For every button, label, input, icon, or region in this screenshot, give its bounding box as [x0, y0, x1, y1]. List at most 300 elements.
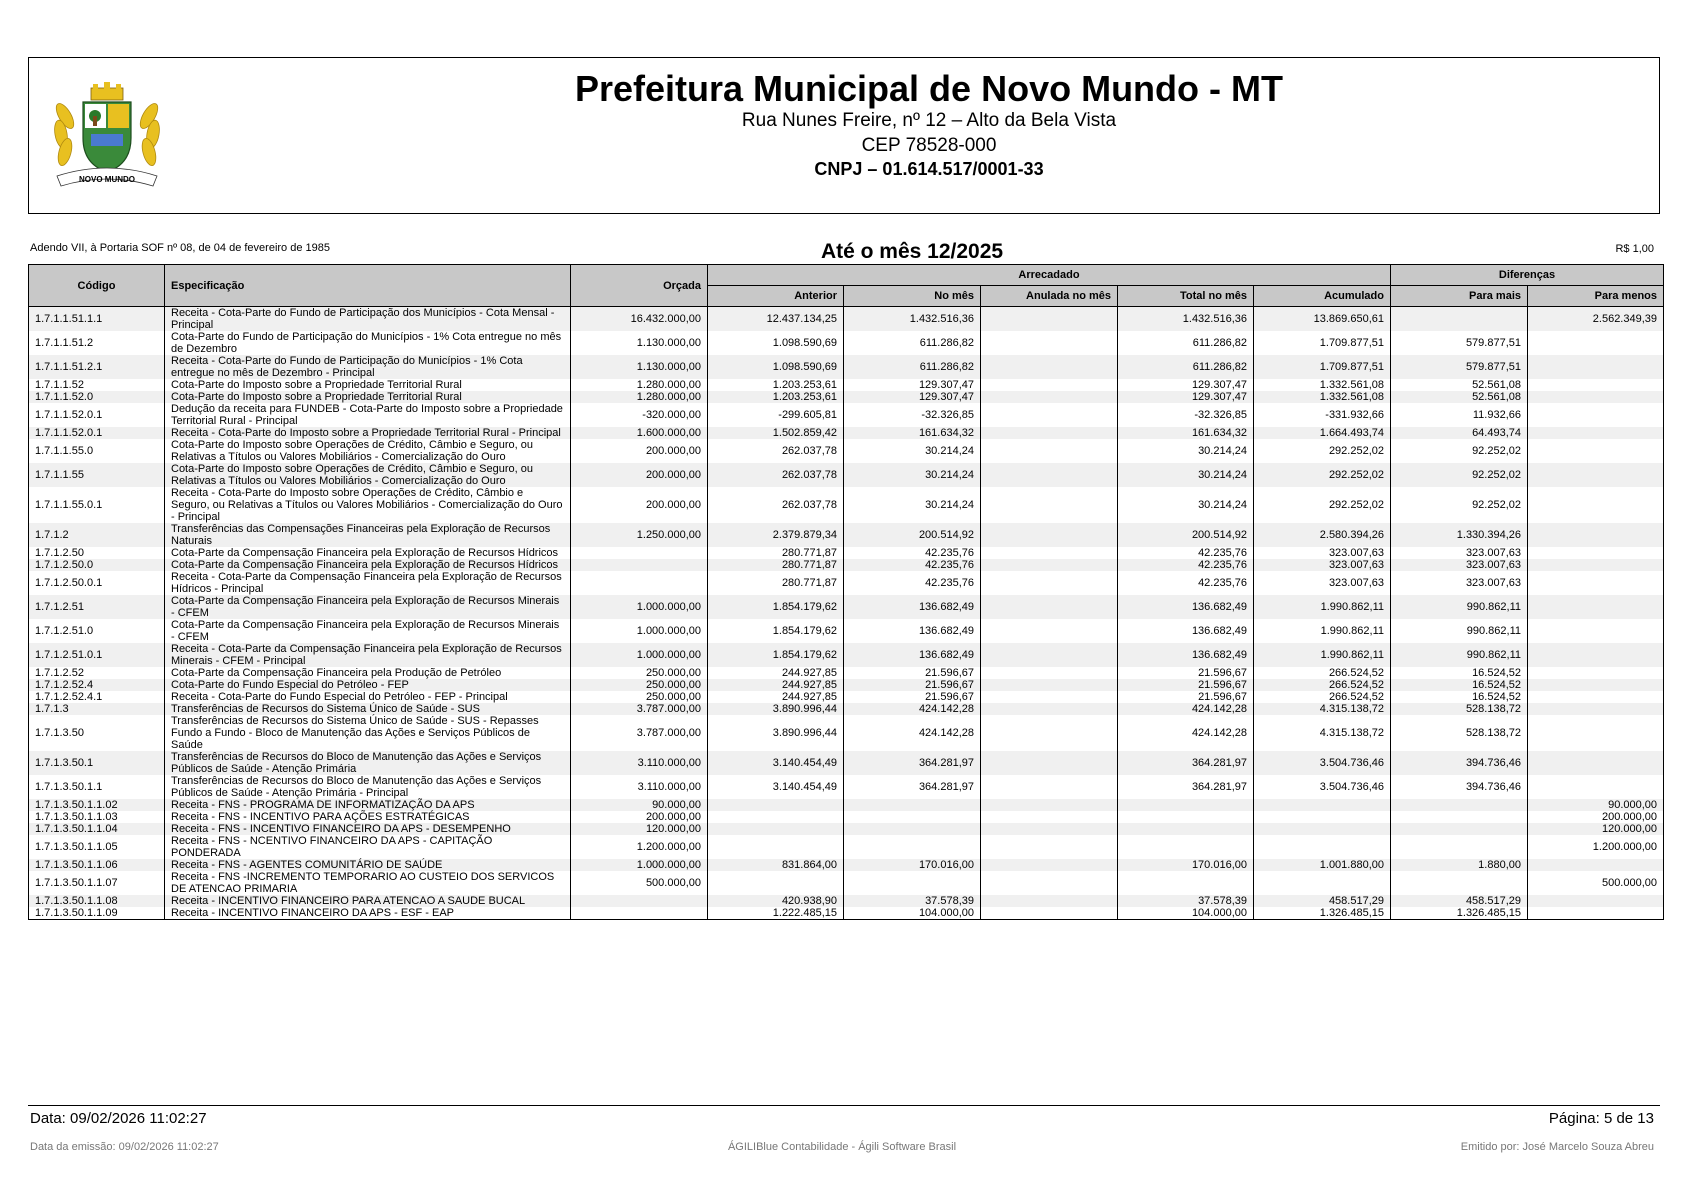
cell-no-mes: 424.142,28: [844, 703, 981, 715]
cell-anulada-no-mes: [981, 619, 1118, 643]
cell-no-mes: 611.286,82: [844, 331, 981, 355]
cell-anterior: 1.203.253,61: [708, 379, 844, 391]
cell-anterior: 262.037,78: [708, 463, 844, 487]
cell-para-mais: 64.493,74: [1391, 427, 1528, 439]
cell-para-menos: 120.000,00: [1528, 823, 1664, 835]
cell-total-no-mes: 129.307,47: [1118, 391, 1254, 403]
cell-especificacao: Cota-Parte da Compensação Financeira pela Produção de Petróleo: [165, 667, 571, 679]
cell-especificacao: Transferências das Compensações Financeiras pela Exploração de Recursos Naturais: [165, 523, 571, 547]
cell-orcada: 1.600.000,00: [571, 427, 708, 439]
table-row: [29, 811, 1664, 823]
table-row: [29, 331, 1664, 355]
cell-para-menos: [1528, 391, 1664, 403]
cell-orcada: 200.000,00: [571, 463, 708, 487]
cell-codigo: 1.7.1.1.52.0: [29, 391, 165, 403]
cell-orcada: 1.130.000,00: [571, 355, 708, 379]
cell-para-mais: 16.524,52: [1391, 691, 1528, 703]
cell-anterior: 244.927,85: [708, 667, 844, 679]
cell-total-no-mes: 364.281,97: [1118, 775, 1254, 799]
cell-para-menos: [1528, 775, 1664, 799]
cell-para-mais: 990.862,11: [1391, 619, 1528, 643]
cell-codigo: 1.7.1.3.50.1.1.07: [29, 871, 165, 895]
footer-date: Data: 09/02/2026 11:02:27: [30, 1110, 207, 1127]
cell-especificacao: Receita - Cota-Parte do Fundo de Participação do Municípios - 1% Cota entregue no mês de Dezembro - Principal: [165, 355, 571, 379]
cell-para-mais: 323.007,63: [1391, 559, 1528, 571]
cell-orcada: 16.432.000,00: [571, 307, 708, 332]
cell-total-no-mes: 42.235,76: [1118, 547, 1254, 559]
cell-para-mais: [1391, 307, 1528, 332]
cell-no-mes: 30.214,24: [844, 487, 981, 523]
cell-para-menos: [1528, 715, 1664, 751]
cell-codigo: 1.7.1.1.51.2.1: [29, 355, 165, 379]
cell-anulada-no-mes: [981, 595, 1118, 619]
cell-total-no-mes: 129.307,47: [1118, 379, 1254, 391]
header-no-mes: No mês: [844, 286, 981, 307]
cell-especificacao: Receita - Cota-Parte da Compensação Financeira pela Exploração de Recursos Hídricos - Principal: [165, 571, 571, 595]
cell-total-no-mes: 42.235,76: [1118, 559, 1254, 571]
cell-acumulado: [1254, 823, 1391, 835]
cell-para-mais: 1.880,00: [1391, 859, 1528, 871]
cell-anulada-no-mes: [981, 907, 1118, 920]
cell-anterior: 831.864,00: [708, 859, 844, 871]
cell-acumulado: 4.315.138,72: [1254, 703, 1391, 715]
cell-codigo: 1.7.1.1.51.2: [29, 331, 165, 355]
cell-para-mais: 323.007,63: [1391, 547, 1528, 559]
cell-especificacao: Cota-Parte da Compensação Financeira pela Exploração de Recursos Hídricos: [165, 559, 571, 571]
cell-no-mes: 200.514,92: [844, 523, 981, 547]
cell-orcada: 200.000,00: [571, 487, 708, 523]
cell-no-mes: -32.326,85: [844, 403, 981, 427]
table-row: [29, 307, 1664, 332]
cell-total-no-mes: [1118, 835, 1254, 859]
cell-total-no-mes: 37.578,39: [1118, 895, 1254, 907]
cell-anterior: -299.605,81: [708, 403, 844, 427]
cell-no-mes: 37.578,39: [844, 895, 981, 907]
cell-no-mes: 42.235,76: [844, 571, 981, 595]
cell-acumulado: 292.252,02: [1254, 439, 1391, 463]
cell-especificacao: Receita - FNS -INCREMENTO TEMPORARIO AO CUSTEIO DOS SERVICOS DE ATENCAO PRIMARIA: [165, 871, 571, 895]
cell-especificacao: Cota-Parte do Imposto sobre Operações de Crédito, Câmbio e Seguro, ou Relativas a Títulos ou Valores Mobiliários - Comercialização do Ouro: [165, 439, 571, 463]
cell-anulada-no-mes: [981, 427, 1118, 439]
cell-no-mes: 21.596,67: [844, 691, 981, 703]
cell-especificacao: Receita - INCENTIVO FINANCEIRO DA APS - ESF - EAP: [165, 907, 571, 920]
cell-para-menos: [1528, 547, 1664, 559]
cell-anulada-no-mes: [981, 355, 1118, 379]
cell-para-mais: 92.252,02: [1391, 487, 1528, 523]
cell-anulada-no-mes: [981, 691, 1118, 703]
cell-para-mais: 990.862,11: [1391, 643, 1528, 667]
cell-codigo: 1.7.1.3.50.1: [29, 751, 165, 775]
cell-para-menos: [1528, 703, 1664, 715]
cell-para-menos: [1528, 463, 1664, 487]
cell-para-menos: [1528, 751, 1664, 775]
cell-total-no-mes: [1118, 811, 1254, 823]
cell-total-no-mes: 42.235,76: [1118, 571, 1254, 595]
cell-total-no-mes: 30.214,24: [1118, 463, 1254, 487]
cell-orcada: 1.000.000,00: [571, 595, 708, 619]
cell-codigo: 1.7.1.2.50: [29, 547, 165, 559]
cell-anterior: 2.379.879,34: [708, 523, 844, 547]
cell-anulada-no-mes: [981, 559, 1118, 571]
cell-codigo: 1.7.1.2.51: [29, 595, 165, 619]
cell-para-mais: [1391, 835, 1528, 859]
cell-orcada: 1.000.000,00: [571, 859, 708, 871]
cell-codigo: 1.7.1.2.50.0.1: [29, 571, 165, 595]
cell-para-menos: [1528, 403, 1664, 427]
cell-para-menos: [1528, 439, 1664, 463]
cell-acumulado: 323.007,63: [1254, 559, 1391, 571]
cell-anterior: [708, 835, 844, 859]
cell-especificacao: Cota-Parte da Compensação Financeira pela Exploração de Recursos Minerais - CFEM: [165, 619, 571, 643]
cell-anulada-no-mes: [981, 307, 1118, 332]
cell-orcada: 1.000.000,00: [571, 643, 708, 667]
cell-acumulado: 13.869.650,61: [1254, 307, 1391, 332]
cell-especificacao: Transferências de Recursos do Sistema Único de Saúde - SUS - Repasses Fundo a Fundo - Bloco de Manutenção das Ações e Serviços Públicos de Saúde: [165, 715, 571, 751]
cell-para-menos: [1528, 379, 1664, 391]
currency-unit: R$ 1,00: [1615, 243, 1654, 255]
cell-para-mais: 1.330.394,26: [1391, 523, 1528, 547]
cell-anterior: 1.222.485,15: [708, 907, 844, 920]
header-arrecadado: Arrecadado: [708, 265, 1391, 286]
cell-anterior: 262.037,78: [708, 487, 844, 523]
page-number: Página: 5 de 13: [1548, 1110, 1654, 1127]
cell-especificacao: Transferências de Recursos do Bloco de Manutenção das Ações e Serviços Públicos de Saúde - Atenção Primária: [165, 751, 571, 775]
cell-acumulado: 292.252,02: [1254, 463, 1391, 487]
cell-orcada: 90.000,00: [571, 799, 708, 811]
cell-acumulado: 266.524,52: [1254, 679, 1391, 691]
cell-para-menos: [1528, 667, 1664, 679]
cell-codigo: 1.7.1.3.50.1.1.06: [29, 859, 165, 871]
cell-para-menos: [1528, 691, 1664, 703]
cell-orcada: 3.110.000,00: [571, 751, 708, 775]
cell-acumulado: 3.504.736,46: [1254, 751, 1391, 775]
cell-especificacao: Transferências de Recursos do Bloco de Manutenção das Ações e Serviços Públicos de Saúde - Atenção Primária - Principal: [165, 775, 571, 799]
cell-total-no-mes: [1118, 871, 1254, 895]
organization-cep: CEP 78528-000: [861, 135, 997, 156]
cell-anulada-no-mes: [981, 667, 1118, 679]
cell-codigo: 1.7.1.1.51.1.1: [29, 307, 165, 332]
cell-acumulado: 266.524,52: [1254, 667, 1391, 679]
cell-anulada-no-mes: [981, 463, 1118, 487]
cell-codigo: 1.7.1.3.50.1.1.04: [29, 823, 165, 835]
cell-anulada-no-mes: [981, 379, 1118, 391]
cell-para-menos: [1528, 559, 1664, 571]
cell-especificacao: Receita - Cota-Parte do Fundo de Participação dos Municípios - Cota Mensal - Principal: [165, 307, 571, 332]
cell-no-mes: 424.142,28: [844, 715, 981, 751]
cell-para-mais: 323.007,63: [1391, 571, 1528, 595]
cell-anterior: 1.502.859,42: [708, 427, 844, 439]
cell-para-menos: [1528, 571, 1664, 595]
cell-no-mes: 30.214,24: [844, 439, 981, 463]
cell-para-mais: 528.138,72: [1391, 715, 1528, 751]
cell-no-mes: 21.596,67: [844, 679, 981, 691]
cell-total-no-mes: 200.514,92: [1118, 523, 1254, 547]
cell-orcada: 200.000,00: [571, 439, 708, 463]
header-total-no-mes: Total no mês: [1118, 286, 1254, 307]
table-row: [29, 775, 1664, 799]
table-row: [29, 799, 1664, 811]
cell-anulada-no-mes: [981, 331, 1118, 355]
table-row: [29, 439, 1664, 463]
cell-no-mes: 30.214,24: [844, 463, 981, 487]
cell-codigo: 1.7.1.3.50.1.1: [29, 775, 165, 799]
cell-total-no-mes: 136.682,49: [1118, 595, 1254, 619]
cell-anulada-no-mes: [981, 679, 1118, 691]
table-row: [29, 523, 1664, 547]
cell-especificacao: Receita - Cota-Parte do Imposto sobre Operações de Crédito, Câmbio e Seguro, ou Relativas a Títulos ou Valores Mobiliários - Comercialização do Ouro - Principal: [165, 487, 571, 523]
header-especificacao: Especificação: [165, 265, 571, 307]
cell-no-mes: [844, 811, 981, 823]
cell-anterior: 1.098.590,69: [708, 331, 844, 355]
table-row: [29, 379, 1664, 391]
cell-no-mes: 161.634,32: [844, 427, 981, 439]
cell-no-mes: 136.682,49: [844, 619, 981, 643]
cell-codigo: 1.7.1.2.52.4: [29, 679, 165, 691]
cell-orcada: 500.000,00: [571, 871, 708, 895]
cell-para-menos: [1528, 487, 1664, 523]
table-row: [29, 427, 1664, 439]
table-row: [29, 871, 1664, 895]
cell-orcada: [571, 895, 708, 907]
table-row: [29, 559, 1664, 571]
cell-para-mais: 579.877,51: [1391, 331, 1528, 355]
cell-orcada: 3.787.000,00: [571, 715, 708, 751]
cell-anterior: 262.037,78: [708, 439, 844, 463]
cell-para-mais: 528.138,72: [1391, 703, 1528, 715]
cell-orcada: 3.787.000,00: [571, 703, 708, 715]
cell-codigo: 1.7.1.1.52.0.1: [29, 427, 165, 439]
table-row: [29, 403, 1664, 427]
cell-anulada-no-mes: [981, 775, 1118, 799]
cell-anterior: 1.854.179,62: [708, 595, 844, 619]
cell-orcada: [571, 571, 708, 595]
table-row: [29, 907, 1664, 920]
table-row: [29, 895, 1664, 907]
cell-especificacao: Receita - Cota-Parte do Fundo Especial do Petróleo - FEP - Principal: [165, 691, 571, 703]
cell-especificacao: Cota-Parte do Imposto sobre Operações de Crédito, Câmbio e Seguro, ou Relativas a Títulos ou Valores Mobiliários - Comercialização do Ouro: [165, 463, 571, 487]
cell-especificacao: Dedução da receita para FUNDEB - Cota-Parte do Imposto sobre a Propriedade Territorial Rural - Principal: [165, 403, 571, 427]
cell-para-menos: [1528, 895, 1664, 907]
cell-no-mes: 104.000,00: [844, 907, 981, 920]
cell-para-menos: [1528, 619, 1664, 643]
cell-especificacao: Transferências de Recursos do Sistema Único de Saúde - SUS: [165, 703, 571, 715]
cell-para-mais: 579.877,51: [1391, 355, 1528, 379]
cell-orcada: 3.110.000,00: [571, 775, 708, 799]
cell-acumulado: 1.664.493,74: [1254, 427, 1391, 439]
cell-para-mais: 16.524,52: [1391, 667, 1528, 679]
cell-no-mes: 364.281,97: [844, 751, 981, 775]
cell-para-menos: 2.562.349,39: [1528, 307, 1664, 332]
header-para-mais: Para mais: [1391, 286, 1528, 307]
cell-orcada: [571, 547, 708, 559]
cell-total-no-mes: 611.286,82: [1118, 331, 1254, 355]
cell-no-mes: 42.235,76: [844, 559, 981, 571]
cell-para-mais: 92.252,02: [1391, 439, 1528, 463]
cell-anterior: 1.203.253,61: [708, 391, 844, 403]
cell-anulada-no-mes: [981, 715, 1118, 751]
cell-orcada: 250.000,00: [571, 691, 708, 703]
cell-total-no-mes: -32.326,85: [1118, 403, 1254, 427]
cell-anterior: 420.938,90: [708, 895, 844, 907]
cell-para-mais: 52.561,08: [1391, 379, 1528, 391]
cell-orcada: 120.000,00: [571, 823, 708, 835]
cell-anulada-no-mes: [981, 751, 1118, 775]
cell-anulada-no-mes: [981, 835, 1118, 859]
cell-orcada: [571, 559, 708, 571]
cell-no-mes: 136.682,49: [844, 643, 981, 667]
cell-anterior: 280.771,87: [708, 547, 844, 559]
table-row: [29, 391, 1664, 403]
table-row: [29, 751, 1664, 775]
cell-codigo: 1.7.1.3.50: [29, 715, 165, 751]
cell-anulada-no-mes: [981, 391, 1118, 403]
table-row: [29, 463, 1664, 487]
cell-para-menos: 500.000,00: [1528, 871, 1664, 895]
cell-no-mes: 136.682,49: [844, 595, 981, 619]
revenue-table: [28, 264, 1664, 920]
cell-acumulado: 2.580.394,26: [1254, 523, 1391, 547]
cell-no-mes: 1.432.516,36: [844, 307, 981, 332]
cell-anulada-no-mes: [981, 571, 1118, 595]
cell-acumulado: 458.517,29: [1254, 895, 1391, 907]
cell-acumulado: 323.007,63: [1254, 547, 1391, 559]
header-diferencas: Diferenças: [1391, 265, 1664, 286]
cell-acumulado: 1.332.561,08: [1254, 379, 1391, 391]
table-row: [29, 715, 1664, 751]
cell-para-menos: [1528, 907, 1664, 920]
table-row: [29, 643, 1664, 667]
cell-para-menos: [1528, 523, 1664, 547]
cell-acumulado: [1254, 871, 1391, 895]
cell-total-no-mes: 21.596,67: [1118, 679, 1254, 691]
cell-para-mais: [1391, 799, 1528, 811]
cell-orcada: 200.000,00: [571, 811, 708, 823]
cell-para-menos: 1.200.000,00: [1528, 835, 1664, 859]
cell-total-no-mes: 104.000,00: [1118, 907, 1254, 920]
organization-address: Rua Nunes Freire, nº 12 – Alto da Bela Vista: [741, 110, 1117, 131]
report-header: [28, 57, 1660, 214]
cell-no-mes: [844, 823, 981, 835]
cell-total-no-mes: 30.214,24: [1118, 439, 1254, 463]
cell-orcada: [571, 907, 708, 920]
cell-total-no-mes: 611.286,82: [1118, 355, 1254, 379]
header-codigo: Código: [29, 265, 165, 307]
cell-para-mais: [1391, 811, 1528, 823]
cell-orcada: 250.000,00: [571, 679, 708, 691]
cell-codigo: 1.7.1.2.51.0: [29, 619, 165, 643]
cell-anulada-no-mes: [981, 643, 1118, 667]
cell-especificacao: Cota-Parte do Fundo Especial do Petróleo - FEP: [165, 679, 571, 691]
cell-especificacao: Receita - FNS - PROGRAMA DE INFORMATIZAÇÃO DA APS: [165, 799, 571, 811]
cell-no-mes: [844, 871, 981, 895]
cell-para-menos: [1528, 355, 1664, 379]
cell-acumulado: 1.709.877,51: [1254, 331, 1391, 355]
legal-addendum: Adendo VII, à Portaria SOF nº 08, de 04 de fevereiro de 1985: [30, 242, 330, 254]
cell-para-mais: 990.862,11: [1391, 595, 1528, 619]
cell-especificacao: Cota-Parte do Fundo de Participação do Municípios - 1% Cota entregue no mês de Dezembro: [165, 331, 571, 355]
cell-para-menos: [1528, 427, 1664, 439]
cell-codigo: 1.7.1.3.50.1.1.05: [29, 835, 165, 859]
cell-especificacao: Receita - FNS - AGENTES COMUNITÁRIO DE SAÚDE: [165, 859, 571, 871]
table-body: [29, 307, 1664, 920]
cell-anulada-no-mes: [981, 871, 1118, 895]
cell-codigo: 1.7.1.2.52.4.1: [29, 691, 165, 703]
cell-anulada-no-mes: [981, 859, 1118, 871]
cell-para-menos: [1528, 859, 1664, 871]
cell-acumulado: 4.315.138,72: [1254, 715, 1391, 751]
cell-anterior: 1.854.179,62: [708, 643, 844, 667]
cell-no-mes: 611.286,82: [844, 355, 981, 379]
cell-anterior: 1.854.179,62: [708, 619, 844, 643]
cell-total-no-mes: 424.142,28: [1118, 703, 1254, 715]
cell-total-no-mes: 1.432.516,36: [1118, 307, 1254, 332]
cell-codigo: 1.7.1.3.50.1.1.02: [29, 799, 165, 811]
cell-no-mes: 129.307,47: [844, 391, 981, 403]
cell-acumulado: 1.001.880,00: [1254, 859, 1391, 871]
cell-codigo: 1.7.1.2.50.0: [29, 559, 165, 571]
cell-para-mais: 394.736,46: [1391, 775, 1528, 799]
cell-codigo: 1.7.1.2.52: [29, 667, 165, 679]
cell-para-mais: 92.252,02: [1391, 463, 1528, 487]
cell-acumulado: 1.709.877,51: [1254, 355, 1391, 379]
cell-total-no-mes: 21.596,67: [1118, 691, 1254, 703]
cell-acumulado: 1.990.862,11: [1254, 643, 1391, 667]
cell-acumulado: -331.932,66: [1254, 403, 1391, 427]
svg-text:NOVO MUNDO: NOVO MUNDO: [79, 175, 135, 184]
cell-anterior: 3.890.996,44: [708, 703, 844, 715]
cell-para-mais: 1.326.485,15: [1391, 907, 1528, 920]
cell-no-mes: [844, 799, 981, 811]
cell-anterior: [708, 811, 844, 823]
table-row: [29, 487, 1664, 523]
cell-no-mes: 21.596,67: [844, 667, 981, 679]
cell-total-no-mes: 170.016,00: [1118, 859, 1254, 871]
header-acumulado: Acumulado: [1254, 286, 1391, 307]
cell-total-no-mes: 424.142,28: [1118, 715, 1254, 751]
issued-by: Emitido por: José Marcelo Souza Abreu: [1460, 1141, 1654, 1153]
cell-orcada: 1.280.000,00: [571, 391, 708, 403]
table-row: [29, 355, 1664, 379]
cell-para-mais: 11.932,66: [1391, 403, 1528, 427]
cell-anterior: 280.771,87: [708, 559, 844, 571]
cell-anterior: [708, 799, 844, 811]
cell-codigo: 1.7.1.2: [29, 523, 165, 547]
cell-para-mais: 394.736,46: [1391, 751, 1528, 775]
cell-total-no-mes: 21.596,67: [1118, 667, 1254, 679]
table-row: [29, 703, 1664, 715]
organization-cnpj: CNPJ – 01.614.517/0001-33: [814, 159, 1044, 179]
header-anterior: Anterior: [708, 286, 844, 307]
table-row: [29, 571, 1664, 595]
cell-codigo: 1.7.1.1.52: [29, 379, 165, 391]
cell-especificacao: Cota-Parte do Imposto sobre a Propriedade Territorial Rural: [165, 391, 571, 403]
table-row: [29, 859, 1664, 871]
cell-acumulado: 3.504.736,46: [1254, 775, 1391, 799]
cell-para-menos: [1528, 679, 1664, 691]
cell-orcada: 1.000.000,00: [571, 619, 708, 643]
cell-codigo: 1.7.1.3.50.1.1.09: [29, 907, 165, 920]
table-row: [29, 691, 1664, 703]
cell-especificacao: Receita - Cota-Parte do Imposto sobre a Propriedade Territorial Rural - Principal: [165, 427, 571, 439]
cell-acumulado: 1.326.485,15: [1254, 907, 1391, 920]
cell-anulada-no-mes: [981, 487, 1118, 523]
table-row: [29, 547, 1664, 559]
header-para-menos: Para menos: [1528, 286, 1664, 307]
cell-para-mais: [1391, 871, 1528, 895]
cell-acumulado: 1.990.862,11: [1254, 619, 1391, 643]
cell-anterior: 280.771,87: [708, 571, 844, 595]
cell-para-mais: 52.561,08: [1391, 391, 1528, 403]
